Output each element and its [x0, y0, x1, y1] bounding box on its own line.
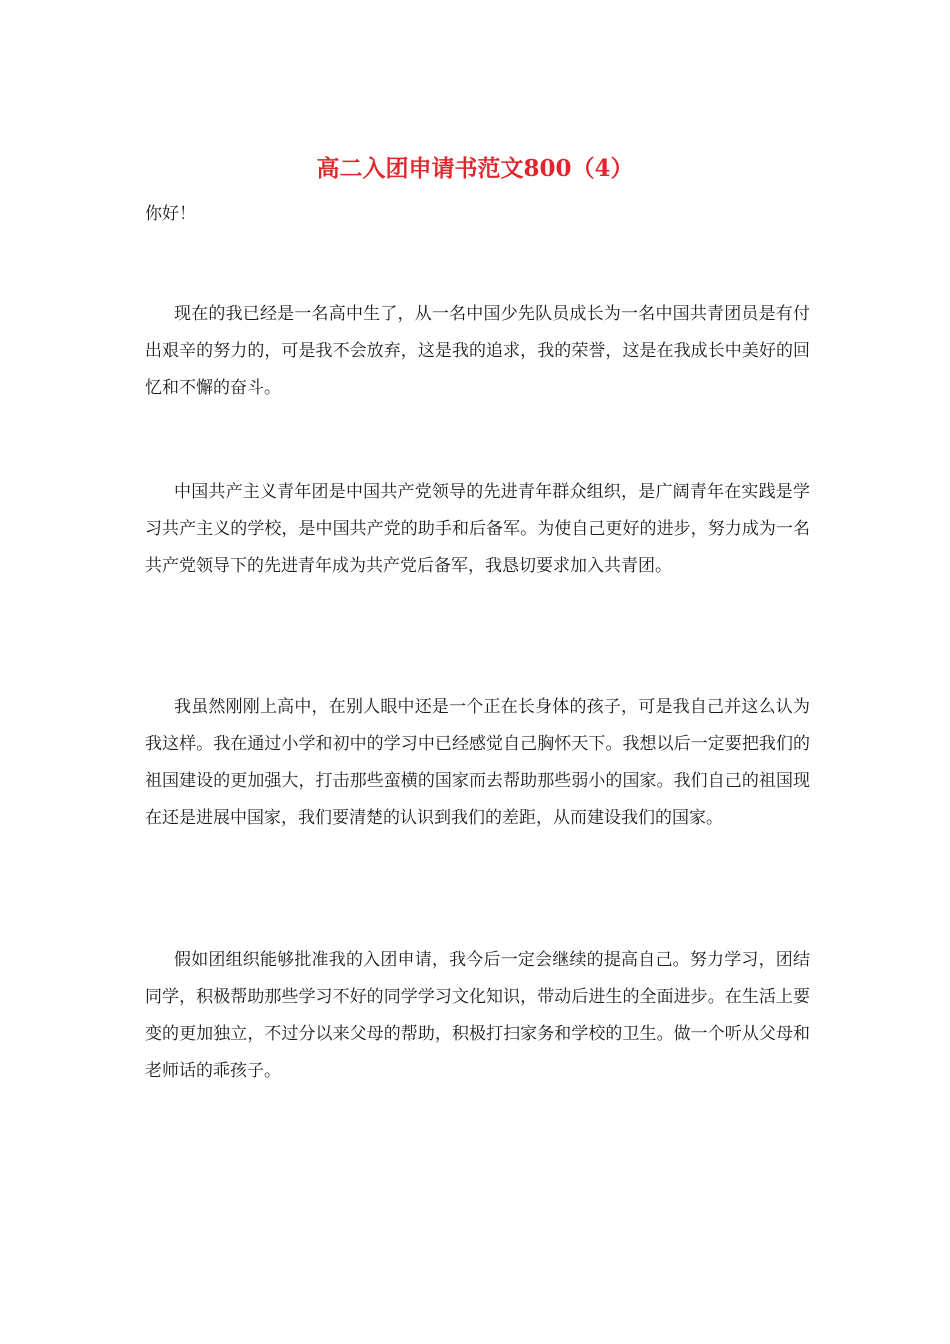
document-title: 高二入团申请书范文800（4） [316, 155, 634, 182]
paragraph: 中国共产主义青年团是中国共产党领导的先进青年群众组织，是广阔青年在实践是学习共产主义的学校，是中国共产党的助手和后备军。为使自己更好的进步，努力成为一名共产党领导下的先进青年成为共产党后备军，我恳切要求加入共青团。 [145, 482, 810, 576]
paragraph: 我虽然刚刚上高中，在别人眼中还是一个正在长身体的孩子，可是我自己并这么认为我这样。我在通过小学和初中的学习中已经感觉自己胸怀天下。我想以后一定要把我们的祖国建设的更加强大，打击那些蛮横的国家而去帮助那些弱小的国家。我们自己的祖国现在还是进展中国家，我们要清楚的认识到我们的差距，从而建设我们的国家。 [145, 697, 810, 828]
paragraph: 假如团组织能够批准我的入团申请，我今后一定会继续的提高自己。努力学习，团结同学，积极帮助那些学习不好的同学学习文化知识，带动后进生的全面进步。在生活上要变的更加独立，不过分以来父母的帮助，积极打扫家务和学校的卫生。做一个听从父母和老师话的乖孩子。 [145, 950, 810, 1081]
paragraph: 现在的我已经是一名高中生了，从一名中国少先队员成长为一名中国共青团员是有付出艰辛的努力的，可是我不会放弃，这是我的追求，我的荣誉，这是在我成长中美好的回忆和不懈的奋斗。 [145, 304, 810, 398]
greeting-text: 你好！ [145, 204, 196, 224]
